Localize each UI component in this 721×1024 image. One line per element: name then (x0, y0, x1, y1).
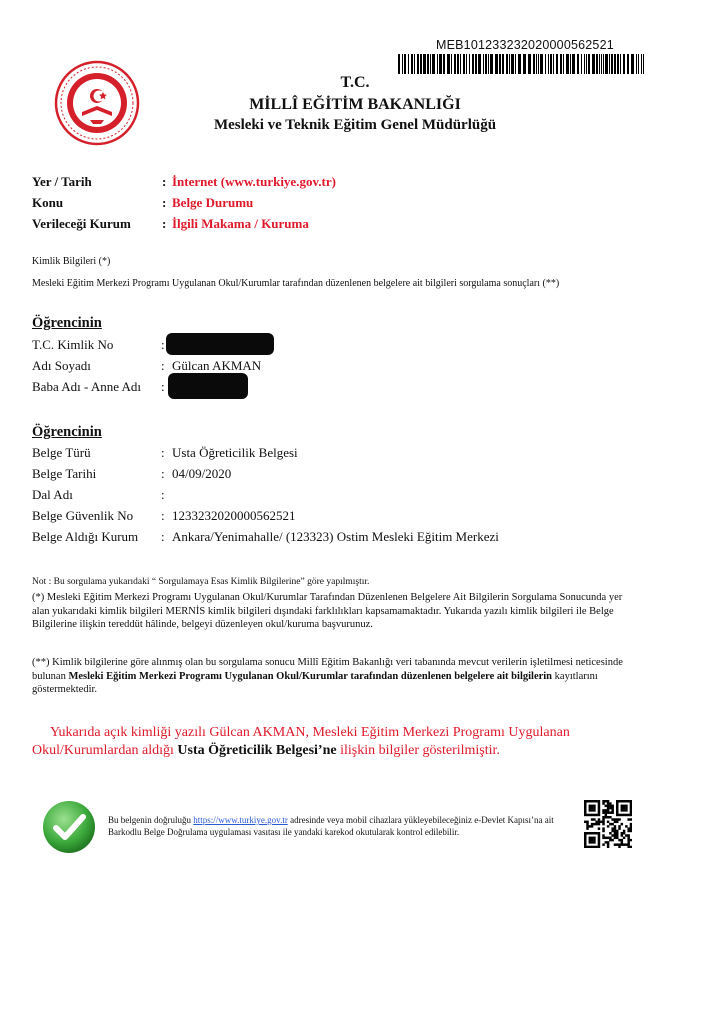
row-document-type: Belge Türü : Usta Öğreticilik Belgesi (32, 445, 298, 460)
redacted-id (166, 333, 274, 355)
turkiye-gov-link[interactable]: https://www.turkiye.gov.tr (193, 815, 288, 825)
row-document-date: Belge Tarihi : 04/09/2020 (32, 466, 232, 481)
barcode-number: MEB101233232020000562521 (436, 38, 614, 52)
note-star2: (**) Kimlik bilgilerine göre alınmış olan bu sorgulama sonucu Millî Eğitim Bakanlığı veri tabanında mevcut verilerin işletilmesi neticesinde bulunan Mesleki Eğitim Merkezi Programı Uygulanan Okul/Kurumlar tarafından düzenlenen belgelere ait bilgilerin kayıtlarını göstermektedir. (32, 657, 623, 695)
row-institution: Belge Aldığı Kurum : Ankara/Yenimahalle/ (123323) Ostim Mesleki Eğitim Merkezi (32, 529, 499, 544)
final-statement: Yukarıda açık kimliği yazılı Gülcan AKMAN, Mesleki Eğitim Merkezi Programı Uygulanan Okul/Kurumlardan aldığı Usta Öğreticilik Belgesi’ne ilişkin bilgiler gösterilmiştir. (32, 725, 570, 758)
kimlik-label: Kimlik Bilgileri (*) (32, 256, 111, 267)
note-star1: (*) Mesleki Eğitim Merkezi Programı Uygulanan Okul/Kurumlar Tarafından Düzenlenen Belgelere Ait Bilgilerin Sorgulama Sonucunda yer alan yukarıdaki kimlik bilgileri MERNİS kimlik bilgileri dışındaki farklılıkları kapsamamaktadır. Yukarıda yazılı kimlik bilgileri ile Belge Bilgilerine ilişkin tereddüt hâlinde, belgeyi düzenleyen okul/kuruma başvurunuz. (32, 592, 623, 630)
qr-code (584, 800, 632, 848)
section-student-identity-title: Öğrencinin (32, 315, 102, 331)
query-description: Mesleki Eğitim Merkezi Programı Uygulanan Okul/Kurumlar tarafından düzenlenen belgelere ait bilgileri sorgulama sonuçları (**) (32, 278, 560, 289)
row-security-no: Belge Güvenlik No : 1233232020000562521 (32, 508, 296, 523)
row-tc-kimlik: T.C. Kimlik No : (32, 337, 692, 355)
header-ministry: MİLLÎ EĞİTİM BAKANLIĞI (249, 96, 461, 113)
note-basis: Not : Bu sorgulama yukarıdaki “ Sorgulamaya Esas Kimlik Bilgilerine” göre yapılmıştır. (32, 577, 370, 587)
verified-check-icon (42, 800, 96, 854)
row-branch: Dal Adı : (32, 487, 165, 502)
row-parents: Baba Adı - Anne Adı : (32, 379, 692, 397)
header-tc: T.C. (340, 74, 370, 91)
barcode (398, 54, 648, 74)
header-directorate: Mesleki ve Teknik Eğitim Genel Müdürlüğü (213, 117, 497, 133)
row-full-name: Adı Soyadı : Gülcan AKMAN (32, 358, 262, 373)
meb-logo (54, 60, 140, 146)
verification-text: Bu belgenin doğruluğu https://www.turkiye.gov.tr adresinde veya mobil cihazlara yükleyebileceğiniz e-Devlet Kapısı’na ait Barkodlu Belge Doğrulama uygulaması vasıtası ile yandaki karekod okutularak kontrol edilebilir. (108, 815, 554, 837)
section-document-title: Öğrencinin (32, 424, 102, 440)
redacted-parents (168, 373, 248, 399)
